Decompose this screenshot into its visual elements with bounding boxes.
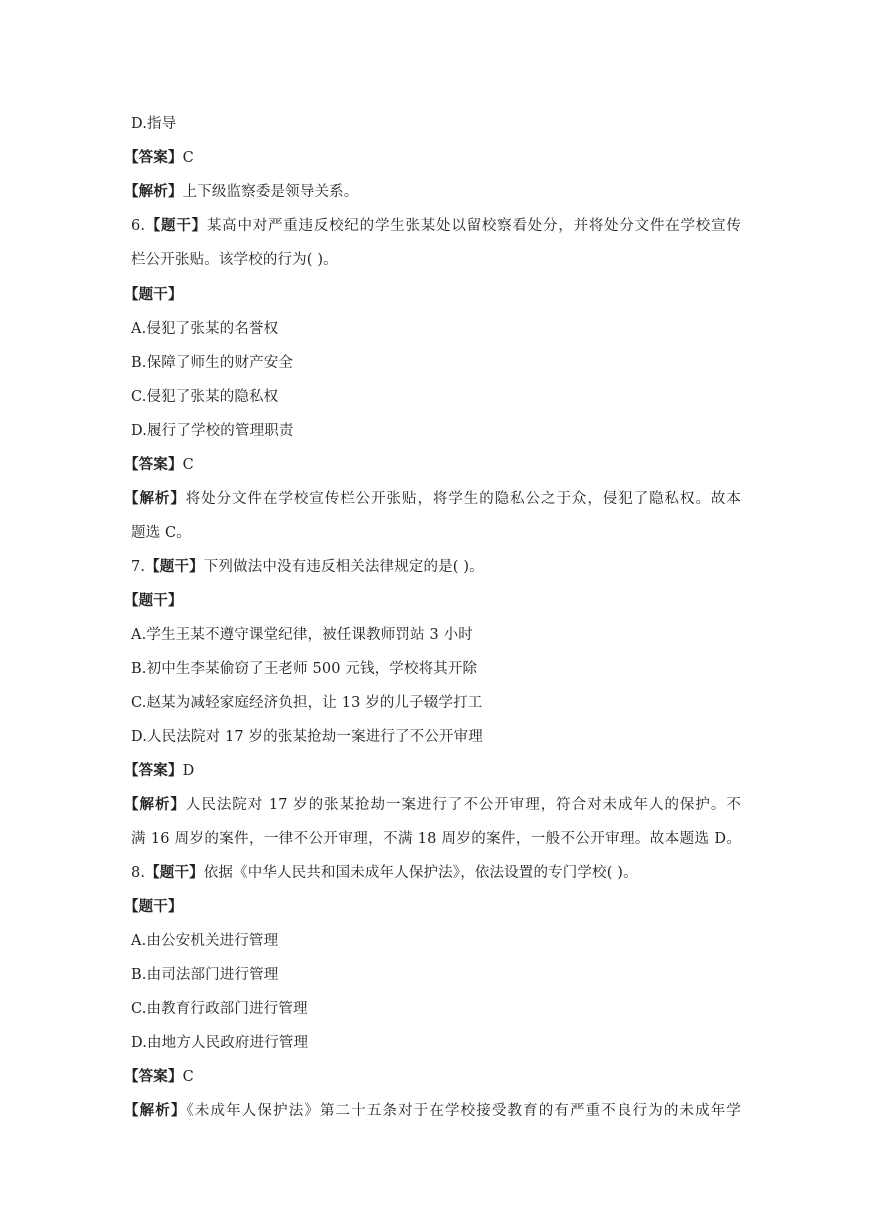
- option-8b: B.由司法部门进行管理: [131, 967, 279, 983]
- analysis-6-line1: 【解析】将处分文件在学校宣传栏公开张贴，将学生的隐私公之于众，侵犯了隐私权。故本: [124, 490, 741, 507]
- option-7d: D.人民法院对 17 岁的张某抢劫一案进行了不公开审理: [131, 729, 483, 745]
- analysis-8-line1: 【解析】《未成年人保护法》第二十五条对于在学校接受教育的有严重不良行为的未成年学: [124, 1102, 741, 1119]
- question-7-stem: 7.【题干】下列做法中没有违反相关法律规定的是( )。: [131, 558, 484, 575]
- question-6-stem-tag: 【题干】: [124, 286, 183, 303]
- answer-5: 【答案】C: [124, 149, 194, 166]
- analysis-7-line1: 【解析】人民法院对 17 岁的张某抢劫一案进行了不公开审理，符合对未成年人的保护。不: [124, 796, 741, 813]
- question-8-stem-tag: 【题干】: [124, 898, 183, 915]
- analysis-tag: 【解析】: [124, 183, 183, 200]
- question-7-stem-tag: 【题干】: [124, 592, 183, 609]
- option-8a: A.由公安机关进行管理: [131, 933, 279, 949]
- question-8-stem: 8.【题干】依据《中华人民共和国未成年人保护法》，依法设置的专门学校( )。: [131, 864, 638, 881]
- answer-8: 【答案】C: [124, 1068, 194, 1085]
- answer-tag: 【答案】: [124, 149, 183, 166]
- answer-7: 【答案】D: [124, 762, 195, 779]
- question-6-stem-line1: 6.【题干】某高中对严重违反校纪的学生张某处以留校察看处分，并将处分文件在学校宣传: [131, 217, 741, 234]
- stem-tag: 【题干】: [145, 217, 207, 234]
- option-6c: C.侵犯了张某的隐私权: [131, 389, 279, 405]
- option-8d: D.由地方人民政府进行管理: [131, 1035, 309, 1051]
- answer-6: 【答案】C: [124, 456, 194, 473]
- option-7c: C.赵某为减轻家庭经济负担，让 13 岁的儿子辍学打工: [131, 695, 483, 711]
- analysis-6-line2: 题选 C。: [131, 525, 191, 541]
- option-6a: A.侵犯了张某的名誉权: [131, 321, 279, 337]
- option-5d: D.指导: [131, 116, 177, 132]
- analysis-7-line2: 满 16 周岁的案件，一律不公开审理，不满 18 周岁的案件，一般不公开审理。故本题选 D。: [131, 831, 741, 847]
- question-6-stem-line2: 栏公开张贴。该学校的行为( )。: [131, 252, 338, 268]
- option-8c: C.由教育行政部门进行管理: [131, 1001, 308, 1017]
- option-7a: A.学生王某不遵守课堂纪律，被任课教师罚站 3 小时: [131, 627, 473, 643]
- option-6b: B.保障了师生的财产安全: [131, 355, 294, 371]
- option-6d: D.履行了学校的管理职责: [131, 423, 294, 439]
- option-7b: B.初中生李某偷窃了王老师 500 元钱，学校将其开除: [131, 661, 478, 677]
- analysis-5: 【解析】上下级监察委是领导关系。: [124, 183, 359, 200]
